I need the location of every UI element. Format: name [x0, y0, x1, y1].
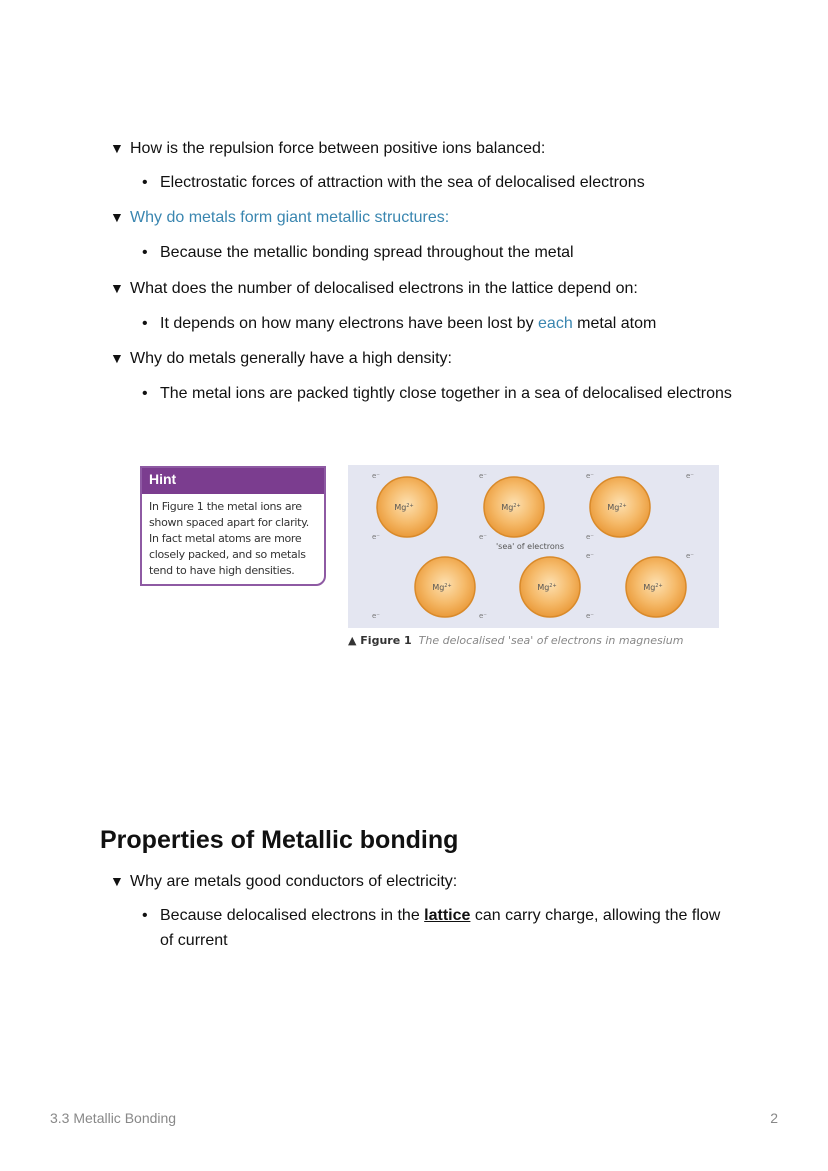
triangle-down-icon[interactable]: ▼	[110, 209, 124, 225]
bullet-icon: •	[142, 174, 148, 191]
bullet-icon: •	[142, 385, 148, 402]
section-heading: Properties of Metallic bonding	[100, 826, 459, 854]
electron-label: e⁻	[686, 552, 695, 560]
electron-label: e⁻	[479, 612, 488, 620]
triangle-down-icon[interactable]: ▼	[110, 350, 124, 366]
toggle-title: What does the number of delocalised electrons in the lattice depend on:	[130, 280, 638, 297]
list-item-text: It depends on how many electrons have been lost by each metal atom	[160, 315, 657, 332]
svg-text:Mg2+: $Mg^{2+}$	[643, 583, 663, 592]
electron-label: e⁻	[586, 472, 595, 480]
triangle-down-icon[interactable]: ▼	[110, 873, 124, 889]
toggle-delocalised-number[interactable]	[110, 276, 638, 301]
mg-ion	[377, 477, 437, 537]
mg-ion	[415, 557, 475, 617]
each-link[interactable]: each	[538, 315, 573, 332]
toggle-repulsion[interactable]	[110, 136, 545, 161]
toggle-density[interactable]	[110, 346, 452, 371]
toggle-giant-structures[interactable]	[110, 205, 449, 230]
toggle-title: How is the repulsion force between positive ions balanced:	[130, 140, 546, 157]
electron-label: e⁻	[586, 612, 595, 620]
svg-text:Mg2+: $Mg^{2+}$	[432, 583, 452, 592]
hint-title: Hint	[142, 468, 324, 494]
toggle-title: Why do metals generally have a high density:	[130, 350, 452, 367]
list-item	[142, 381, 732, 406]
page-number: 2	[770, 1110, 778, 1126]
lattice-term: lattice	[424, 907, 471, 924]
sea-label: 'sea' of electrons	[495, 542, 565, 551]
electron-label: e⁻	[479, 472, 488, 480]
electron-label: e⁻	[372, 612, 381, 620]
toggle-title: Why are metals good conductors of electricity:	[130, 873, 458, 890]
bullet-icon: •	[142, 907, 148, 924]
svg-text:Mg2+: $Mg^{2+}$	[537, 583, 557, 592]
svg-text:Mg2+: $Mg^{2+}$	[501, 503, 521, 512]
list-item-text: Because delocalised electrons in the lattice can carry charge, allowing the flow of current	[160, 907, 721, 949]
svg-text:Mg2+: $Mg^{2+}$	[394, 503, 414, 512]
list-item-text: Electrostatic forces of attraction with the sea of delocalised electrons	[160, 174, 645, 191]
list-item	[142, 240, 732, 265]
footer-title: 3.3 Metallic Bonding	[50, 1110, 177, 1126]
electron-label: e⁻	[479, 533, 488, 541]
electron-label: e⁻	[586, 533, 595, 541]
toggle-title[interactable]: Why do metals form giant metallic structures:	[130, 209, 450, 226]
electron-label: e⁻	[372, 472, 381, 480]
bullet-icon: •	[142, 244, 148, 261]
hint-box	[140, 466, 326, 586]
list-item	[142, 311, 732, 336]
toggle-conductors[interactable]	[110, 869, 457, 894]
svg-text:Mg2+: $Mg^{2+}$	[607, 503, 627, 512]
figure-caption: ▲ Figure 1 The delocalised 'sea' of electrons in magnesium	[348, 634, 684, 647]
mg-ion	[484, 477, 544, 537]
bullet-icon: •	[142, 315, 148, 332]
list-item	[142, 170, 732, 195]
mg-ion	[520, 557, 580, 617]
electron-label: e⁻	[586, 552, 595, 560]
electron-label: e⁻	[372, 533, 381, 541]
list-item-text: Because the metallic bonding spread throughout the metal	[160, 244, 574, 261]
triangle-down-icon[interactable]: ▼	[110, 280, 124, 296]
electron-label: e⁻	[686, 472, 695, 480]
figure-electron-sea	[348, 465, 719, 628]
mg-ion	[590, 477, 650, 537]
list-item-text: The metal ions are packed tightly close together in a sea of delocalised electrons	[160, 385, 732, 402]
mg-ion	[626, 557, 686, 617]
triangle-down-icon[interactable]: ▼	[110, 140, 124, 156]
hint-body: In Figure 1 the metal ions are shown spaced apart for clarity. In fact metal atoms are more closely packed, and so metals tend to have high densities.	[149, 500, 309, 577]
list-item	[142, 903, 732, 953]
